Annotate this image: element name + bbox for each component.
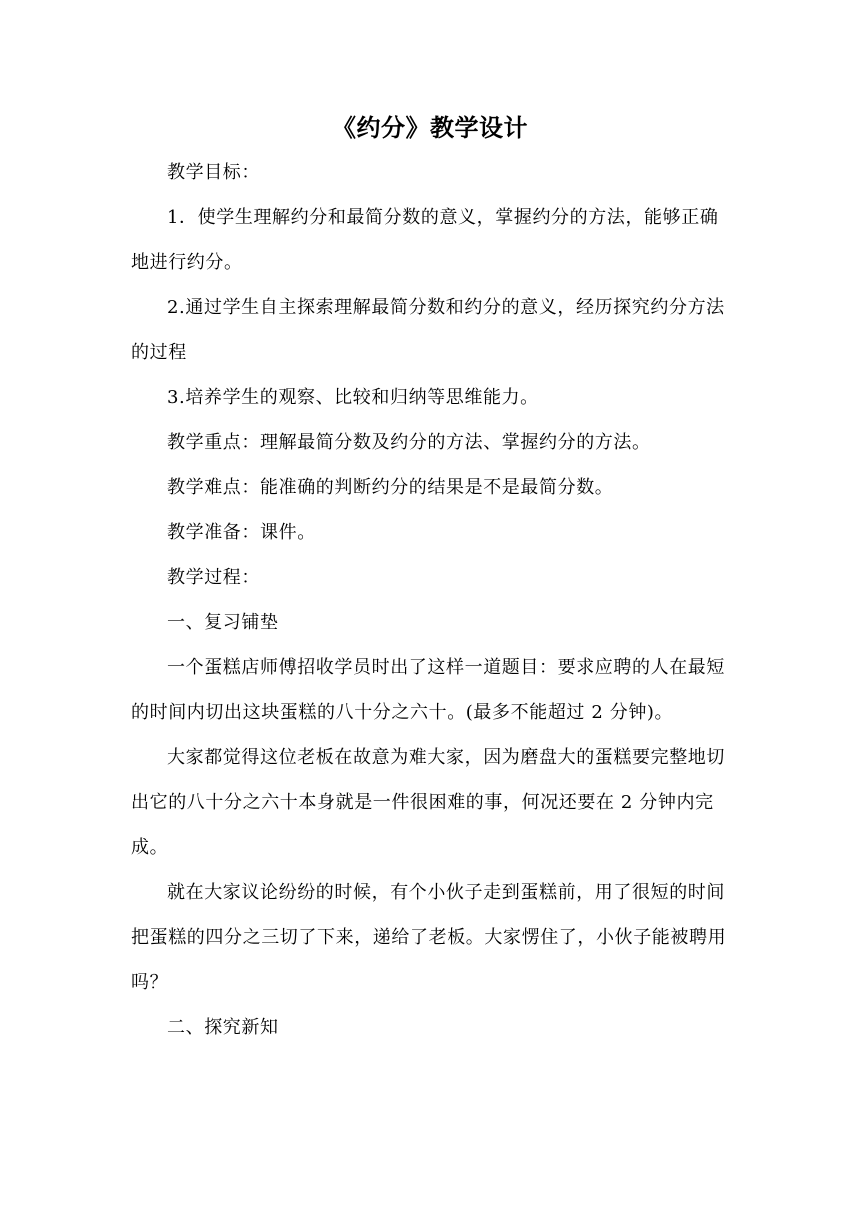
paragraph-goal-1: 1．使学生理解约分和最简分数的意义，掌握约分的方法，能够正确地进行约分。 xyxy=(131,207,719,273)
paragraph-story-3: 就在大家议论纷纷的时候，有个小伙子走到蛋糕前，用了很短的时间把蛋糕的四分之三切了下来，递给了老板。大家愣住了，小伙子能被聘用吗？ xyxy=(131,882,727,993)
paragraph-teaching-goals-heading: 教学目标： xyxy=(167,162,260,183)
paragraph-key-points: 教学重点：理解最简分数及约分的方法、掌握约分的方法。 xyxy=(167,432,651,453)
paragraph-process-heading: 教学过程： xyxy=(167,567,260,588)
paragraph-preparation: 教学准备：课件。 xyxy=(167,522,316,543)
document-title: 《约分》教学设计 xyxy=(332,113,528,142)
paragraph-section-1-heading: 一、复习铺垫 xyxy=(167,612,279,633)
paragraph-difficulties: 教学难点：能准确的判断约分的结果是不是最简分数。 xyxy=(167,477,614,498)
paragraph-story-2: 大家都觉得这位老板在故意为难大家，因为磨盘大的蛋糕要完整地切出它的八十分之六十本身就是一件很困难的事，何况还要在 2 分钟内完成。 xyxy=(131,747,725,858)
document-body xyxy=(131,150,731,1050)
paragraph-goal-3: 3.培养学生的观察、比较和归纳等思维能力。 xyxy=(167,387,539,408)
paragraph-goal-2: 2.通过学生自主探索理解最简分数和约分的意义，经历探究约分方法的过程 xyxy=(131,297,725,363)
paragraph-story-1: 一个蛋糕店师傅招收学员时出了这样一道题目：要求应聘的人在最短的时间内切出这块蛋糕的八十分之六十。(最多不能超过 2 分钟)。 xyxy=(131,657,725,723)
paragraph-section-2-heading: 二、探究新知 xyxy=(167,1017,279,1038)
